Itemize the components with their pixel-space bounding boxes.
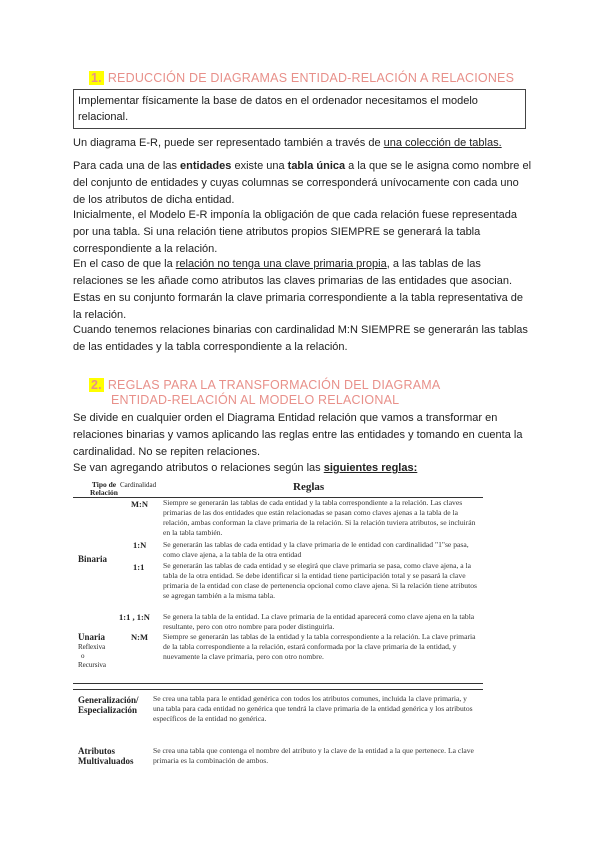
no-primary-key-link[interactable]: relación no tenga una clave primaria propia: [175, 258, 387, 270]
header-cardinalidad: Cardinalidad: [120, 481, 157, 489]
rule-unaria: Se genera la tabla de la entidad. La clave primaria de la entidad aparecerá como clave ajena en la tabla resultante, pero con otro nombre para poder distinguirla.: [163, 612, 475, 631]
section-1-heading: [89, 71, 514, 86]
paragraph-4: [73, 256, 533, 324]
rule-nm: Siempre se generarán las tablas de la entidad y la tabla correspondiente a la relación. La clave primaria de la tabla correspondiente a la relación, estará conformada por la clave primaria de la entidad, y nuevamente la clave primaria, pero con otro nombre.: [163, 632, 476, 661]
rule-mn: Siempre se generarán las tablas de cada entidad y la tabla correspondiente a la relación. Las claves primarias de las dos entidades que están relacionadas se pasan como claves ajenas a la tabla de la relación, ambas conforman la clave primaria de la relación. Si la relación tuviera atributos, se incluirán en la tabla también.: [163, 498, 476, 537]
rule-multivaluados: Se crea una tabla que contenga el nombre del atributo y la clave de la entidad a la que pertenece. La clave primaria es la combinación de ambos.: [153, 746, 474, 765]
p2-entities: entidades: [180, 160, 232, 172]
paragraph-3: Inicialmente, el Modelo E-R imponía la obligación de que cada relación fuese representada por una tabla. Si una relación tiene atributos propios SIEMPRE se generará la tabla correspondiente a la relación.: [73, 209, 517, 255]
paragraph-5: Cuando tenemos relaciones binarias con cardinalidad M:N SIEMPRE se generarán las tablas de las entidades y la tabla correspondiente a la relación.: [73, 324, 528, 353]
label-o: o: [81, 652, 85, 660]
p4-a: En el caso de que la: [73, 258, 176, 270]
p2-e: a la que se le asigna como nombre el del conjunto de entidades y cuyas columnas se corresponderá unívocamente con cada uno de los atributos de dicha entidad.: [73, 160, 532, 206]
rule-1n: Se generarán las tablas de cada entidad y la clave primaria de le entidad con cardinalidad "1"se pasa, como clave ajena, a la tabla de la otra entidad: [163, 540, 469, 559]
label-binaria: Binaria: [78, 554, 108, 564]
section-2-title-2: ENTIDAD-RELACIÓN AL MODELO RELACIONAL: [111, 393, 400, 407]
p7-text: Se van agregando atributos o relaciones según las: [73, 462, 324, 474]
label-generalizacion: Generalización/ Especialización: [78, 695, 139, 715]
section-2-title-1: REGLAS PARA LA TRANSFORMACIÓN DEL DIAGRAMA: [107, 378, 441, 392]
p4-b: , a las tablas de las relaciones se les añade como atributos las claves primarias de las entidades que asocian. Estas en su conjunto formarán la clave primaria correspondiente a la tabla representativa de la relación.: [73, 258, 524, 321]
p2-a: Para cada una de las: [73, 160, 181, 172]
header-reglas: Reglas: [293, 481, 325, 493]
card-mn: M:N: [131, 499, 148, 509]
p2-unique-table: tabla única: [287, 160, 346, 172]
rules-table: [73, 476, 483, 806]
section-2-heading: [89, 378, 440, 408]
rule-generalizacion: Se crea una tabla para le entidad genérica con todos los atributos comunes, incluida la clave primaria, y una tabla para cada entidad no genérica que tendrá la clave primaria de la entidad genérica y los atributos específicos de la entidad no genérica.: [153, 694, 473, 723]
tables-collection-link[interactable]: una colección de tablas.: [383, 137, 502, 149]
following-rules-link[interactable]: siguientes reglas:: [323, 462, 418, 474]
section-1-title: REDUCCIÓN DE DIAGRAMAS ENTIDAD-RELACIÓN A RELACIONES: [107, 71, 515, 85]
p2-c: existe una: [231, 160, 288, 172]
definition-box: Implementar físicamente la base de datos en el ordenador necesitamos el modelo relacional.: [73, 89, 526, 129]
label-recursiva: Recursiva: [78, 661, 106, 669]
table-mid-rule-1: [73, 683, 483, 684]
paragraph-2: [73, 158, 533, 209]
section-2-number: 2.: [91, 378, 102, 392]
table-mid-rule-2: [73, 689, 483, 690]
label-reflexiva: Reflexiva: [78, 643, 106, 651]
card-1n: 1:N: [133, 540, 147, 550]
card-nm: N:M: [131, 632, 148, 642]
header-tipo: Tipo de Relación: [90, 480, 118, 497]
paragraph-1: [73, 135, 533, 152]
card-11: 1:1: [133, 562, 145, 572]
card-11-1n: 1:1 , 1:N: [119, 612, 150, 622]
paragraph-6: Se divide en cualquier orden el Diagrama Entidad relación que vamos a transformar en relaciones binarias y vamos aplicando las reglas entre las entidades y tomando en cuenta la cardinalidad. No se repiten relaciones.: [73, 412, 523, 458]
label-multivaluados: Atributos Multivaluados: [78, 746, 134, 766]
label-unaria: Unaria: [78, 632, 105, 642]
paragraph-7: [73, 460, 533, 477]
paragraph-1-text: Un diagrama E-R, puede ser representado también a través de: [73, 137, 384, 149]
rule-11: Se generarán las tablas de cada entidad y se elegirá que clave primaria se pasa, como clave ajena, a la tabla de la otra entidad. Se debe identificar si la entidad tiene participación total y se pasará la clave primaria de la entidad con clase de pertenencia opcional como clave ajena. Si la relación tiene atributos se agregan también a la misma tabla.: [163, 561, 477, 600]
section-1-number: 1.: [91, 71, 102, 85]
